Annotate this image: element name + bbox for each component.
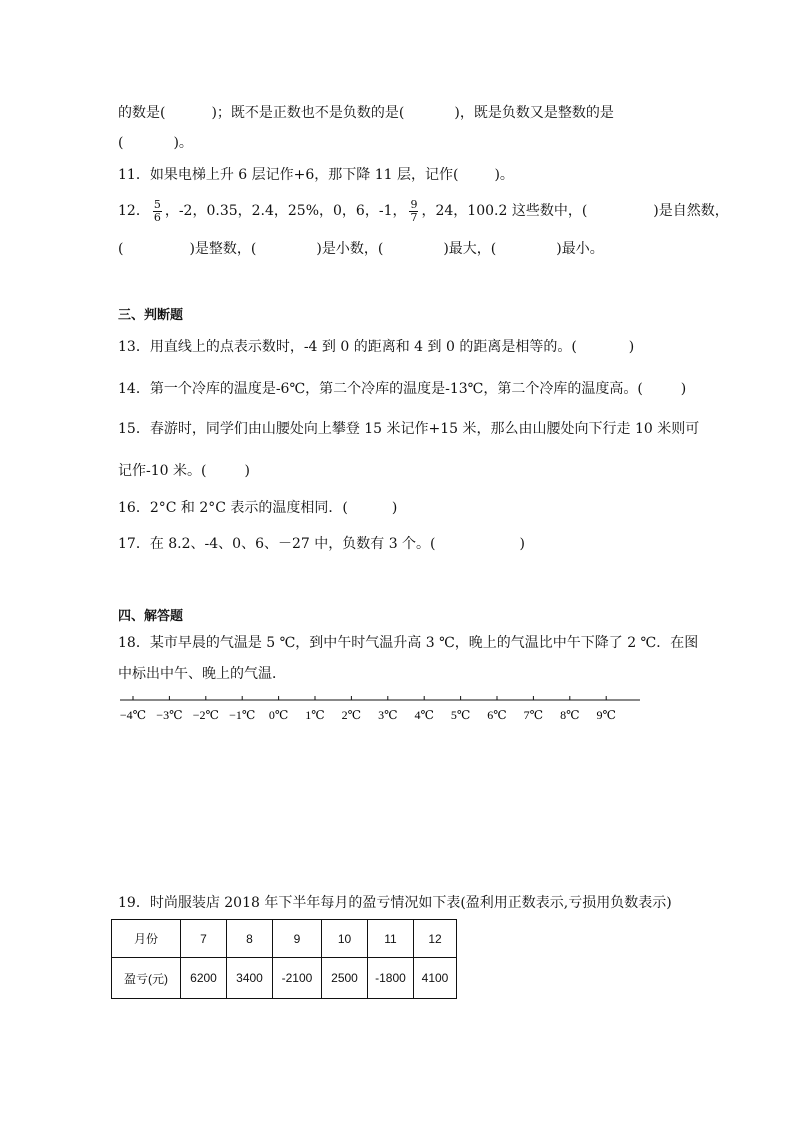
number-line-label: 3℃ <box>378 708 398 722</box>
fraction-5-6 <box>153 199 162 224</box>
number-line-label: 4℃ <box>414 708 434 722</box>
q10-text-e: )。 <box>173 135 193 151</box>
month-cell: 7 <box>181 920 227 958</box>
number-line-label: −2℃ <box>192 708 219 722</box>
number-line-label: 5℃ <box>450 708 471 722</box>
value-cell: 4100 <box>414 958 457 999</box>
value-cell: 2500 <box>322 958 368 999</box>
q10-text-c: )，既是负数又是整数的是 <box>454 105 614 121</box>
table-row <box>112 920 457 958</box>
header-profit: 盈亏(元) <box>112 958 181 999</box>
section-title-judgment: 三、判断题 <box>118 308 184 323</box>
value-cell: -1800 <box>368 958 414 999</box>
q16-end: ) <box>391 500 398 516</box>
number-line-label: −3℃ <box>156 708 183 722</box>
q12-numbers-2: ，24，100.2 这些数中，( <box>421 203 588 219</box>
number-line-label: 6℃ <box>487 708 507 722</box>
month-cell: 10 <box>322 920 368 958</box>
month-cell: 8 <box>227 920 273 958</box>
q11-text: 11．如果电梯上升 6 层记作+6，那下降 11 层，记作( <box>118 167 459 183</box>
q14-end: ) <box>680 381 687 397</box>
temperature-number-line[interactable] <box>116 694 646 728</box>
question-18: 18．某市早晨的气温是 5 ℃，到中午时气温升高 3 ℃，晚上的气温比中午下降了 2 ℃．在图 <box>118 635 699 651</box>
question-14 <box>118 380 686 398</box>
q16-text: 16．2°C 和 2°C 表示的温度相同．( <box>118 500 348 516</box>
q15-end: ) <box>244 463 250 479</box>
question-17 <box>118 535 525 553</box>
q12-line2 <box>118 240 604 258</box>
q13-text: 13．用直线上的点表示数时，-4 到 0 的距离和 4 到 0 的距离是相等的。( <box>118 339 577 355</box>
header-month: 月份 <box>112 920 181 958</box>
question-11 <box>118 166 514 184</box>
number-line-label: 9℃ <box>596 708 616 722</box>
question-13 <box>118 338 634 356</box>
q12-l2c: )是小数，( <box>316 241 384 257</box>
q10-line2 <box>118 134 193 152</box>
q15-text: 记作-10 米。( <box>118 463 207 479</box>
number-line-label: −4℃ <box>119 708 147 722</box>
number-line-label: −1℃ <box>229 708 256 722</box>
fraction-numerator: 5 <box>153 197 161 211</box>
fraction-numerator: 9 <box>410 197 418 211</box>
q18-line2: 中标出中午、晚上的气温． <box>118 666 286 682</box>
q12-l2a: ( <box>118 241 124 257</box>
number-line-label: 8℃ <box>560 708 580 722</box>
profit-table <box>111 919 457 999</box>
question-12 <box>118 196 729 226</box>
value-cell: 3400 <box>227 958 273 999</box>
q11-text-end: )。 <box>494 167 514 183</box>
q10-text-b: )；既不是正数也不是负数的是( <box>211 105 405 121</box>
month-cell: 9 <box>273 920 322 958</box>
section-title-solve: 四、解答题 <box>118 609 184 624</box>
question-15: 15．春游时，同学们由山腰处向上攀登 15 米记作+15 米，那么由山腰处向下行走 10 米则可 <box>118 421 700 437</box>
month-cell: 12 <box>414 920 457 958</box>
number-line-label: 0℃ <box>268 708 289 722</box>
q12-natural: )是自然数， <box>653 203 729 219</box>
q12-number: 12． <box>118 203 150 219</box>
q10-text-a: 的数是( <box>118 105 166 121</box>
month-cell: 11 <box>368 920 414 958</box>
fraction-9-7 <box>409 199 418 224</box>
q15-line2 <box>118 462 250 480</box>
value-cell: 6200 <box>181 958 227 999</box>
fraction-denominator: 6 <box>153 210 161 224</box>
q12-numbers: ，-2，0.35，2.4，25%，0，6，-1， <box>164 203 407 219</box>
number-line-label: 2℃ <box>341 708 362 722</box>
q10-text-d: ( <box>118 135 124 151</box>
q13-end: ) <box>628 339 635 355</box>
number-line-label: 7℃ <box>523 708 544 722</box>
question-16 <box>118 499 397 517</box>
question-19: 19．时尚服装店 2018 年下半年每月的盈亏情况如下表(盈利用正数表示,亏损用负数表示) <box>118 895 672 911</box>
q10-line1 <box>118 104 614 122</box>
q14-text: 14．第一个冷库的温度是-6℃，第二个冷库的温度是-13℃，第二个冷库的温度高。( <box>118 381 643 397</box>
q17-text: 17．在 8.2、-4、0、6、－27 中，负数有 3 个。( <box>118 536 436 552</box>
number-line-label: 1℃ <box>305 708 325 722</box>
table-row <box>112 958 457 999</box>
q17-end: ) <box>519 536 525 552</box>
fraction-denominator: 7 <box>410 210 418 224</box>
q12-l2b: )是整数，( <box>189 241 257 257</box>
value-cell: -2100 <box>273 958 322 999</box>
q12-l2d: )最大，( <box>443 241 497 257</box>
q12-l2e: )最小。 <box>556 241 604 257</box>
